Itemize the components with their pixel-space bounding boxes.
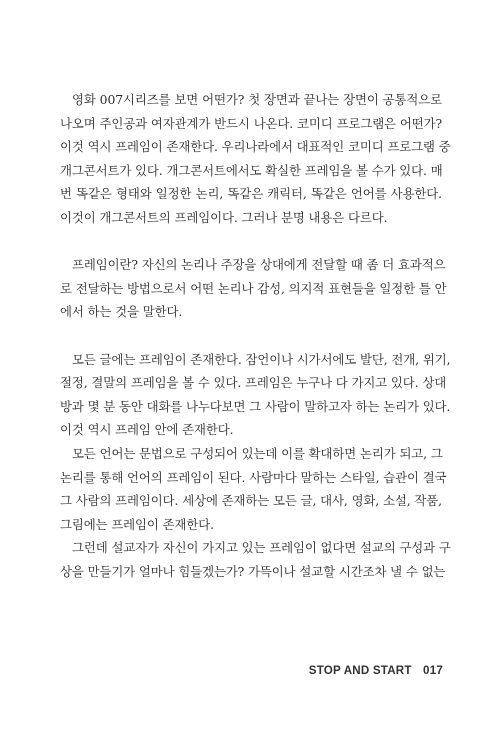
page-number: 017 bbox=[423, 664, 443, 677]
text-line: 개그콘서트가 있다. 개그콘서트에서도 확실한 프레임을 볼 수가 있다. 매 bbox=[60, 162, 443, 178]
running-title: STOP AND START bbox=[308, 664, 412, 677]
text-line: 이것 역시 프레임 안에 존재한다. bbox=[60, 422, 234, 438]
paragraph-frame-in-language bbox=[60, 442, 447, 536]
page-footer bbox=[309, 664, 443, 677]
text-line: 그 사람의 프레임이다. 세상에 존재하는 모든 글, 대사, 영화, 소설, 작품, bbox=[60, 493, 442, 509]
text-line: 번 똑같은 형태와 일정한 논리, 똑같은 캐릭터, 똑같은 언어를 사용한다. bbox=[60, 186, 442, 202]
text-line: 방과 몇 분 동안 대화를 나누다보면 그 사람이 말하고자 하는 논리가 있다. bbox=[60, 398, 451, 414]
paragraph-frame-examples bbox=[60, 88, 451, 230]
paragraph-preacher-frame bbox=[60, 536, 451, 583]
text-line: 상을 만들기가 얼마나 힘들겠는가? 가뜩이나 설교할 시간조차 낼 수 없는 bbox=[60, 563, 446, 579]
text-line: 프레임이란? 자신의 논리나 주장을 상대에게 전달할 때 좀 더 효과적으 bbox=[72, 257, 446, 273]
paragraph-gap bbox=[60, 230, 442, 254]
paragraph-frame-definition bbox=[60, 253, 447, 324]
paragraph-gap bbox=[60, 324, 442, 348]
text-line: 이것 역시 프레임이 존재한다. 우리나라에서 대표적인 코미디 프로그램 중 bbox=[60, 139, 451, 155]
text-line: 영화 007시리즈를 보면 어떤가? 첫 장면과 끝나는 장면이 공통적으로 bbox=[72, 92, 442, 107]
paragraph-frame-in-writing bbox=[60, 348, 451, 442]
body-text bbox=[60, 88, 451, 583]
text-line: 모든 언어는 문법으로 구성되어 있는데 이를 확대하면 논리가 되고, 그 bbox=[72, 445, 443, 461]
text-line: 나오며 주인공과 여자관계가 반드시 나온다. 코미디 프로그램은 어떤가? bbox=[60, 115, 442, 131]
text-line: 로 전달하는 방법으로서 어떤 논리나 감성, 의지적 표현들을 일정한 틀 안 bbox=[60, 280, 447, 296]
text-line: 그림에는 프레임이 존재한다. bbox=[60, 516, 214, 532]
text-line: 이것이 개그콘서트의 프레임이다. 그러나 분명 내용은 다르다. bbox=[60, 209, 388, 225]
text-line: 모든 글에는 프레임이 존재한다. 잠언이나 시가서에도 발단, 전개, 위기, bbox=[72, 351, 451, 367]
text-line: 에서 하는 것을 말한다. bbox=[60, 304, 183, 320]
text-line: 논리를 통해 언어의 프레임이 된다. 사람마다 말하는 스타일, 습관이 결국 bbox=[60, 469, 447, 485]
text-line: 그런데 설교자가 자신이 가지고 있는 프레임이 없다면 설교의 구성과 구 bbox=[72, 540, 451, 556]
text-line: 절정, 결말의 프레임을 볼 수 있다. 프레임은 누구나 다 가지고 있다. 상대 bbox=[60, 375, 447, 391]
